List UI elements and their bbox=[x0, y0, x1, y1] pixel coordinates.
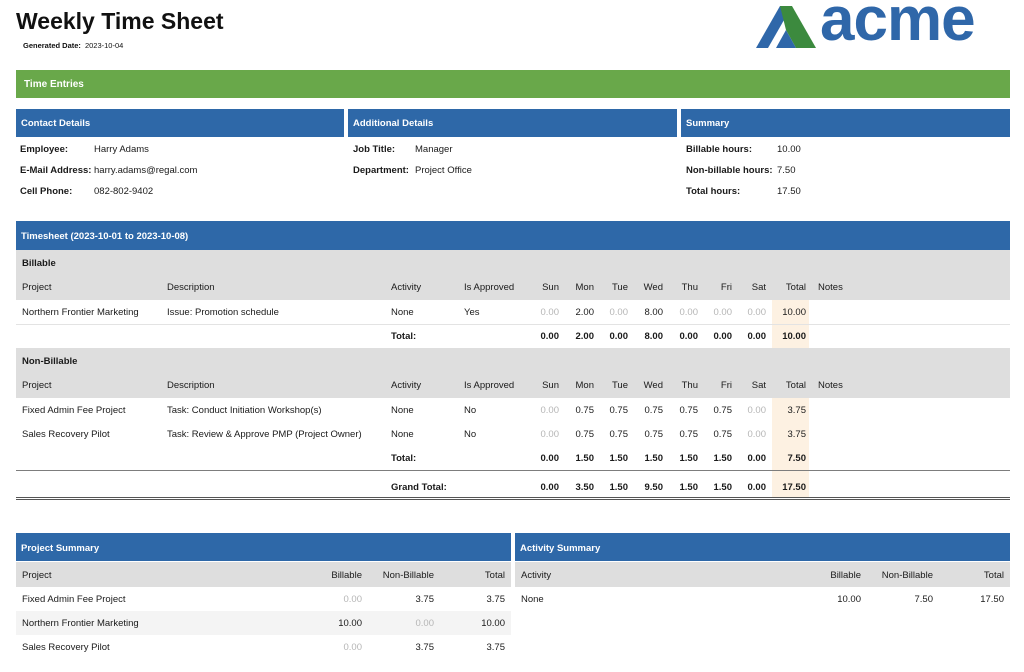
ps-header-project: Project bbox=[22, 570, 52, 581]
total-thu: 1.50 bbox=[679, 453, 698, 464]
cell-mon: 0.75 bbox=[575, 405, 594, 416]
as-header-total: Total bbox=[983, 570, 1004, 581]
page-title: Weekly Time Sheet bbox=[16, 8, 224, 34]
ps-cell-billable: 0.00 bbox=[343, 642, 362, 653]
cell-total: 3.75 bbox=[787, 405, 806, 416]
total-tue: 1.50 bbox=[609, 453, 628, 464]
total-mon: 2.00 bbox=[575, 331, 594, 342]
ps-cell-nonbillable: 3.75 bbox=[415, 594, 434, 605]
column-header-approved: Is Approved bbox=[464, 282, 515, 293]
cell-description: Task: Review & Approve PMP (Project Owner) bbox=[167, 429, 362, 440]
cell-approved: No bbox=[464, 429, 477, 440]
department-label: Department: bbox=[353, 165, 409, 176]
as-header-nonbillable: Non-Billable bbox=[881, 570, 933, 581]
column-header-mon: Mon bbox=[575, 282, 594, 293]
column-header-wed: Wed bbox=[643, 380, 663, 391]
cell-fri: 0.75 bbox=[713, 405, 732, 416]
ps-cell-project: Sales Recovery Pilot bbox=[22, 642, 110, 653]
total-wed: 1.50 bbox=[644, 453, 663, 464]
cell-thu: 0.75 bbox=[679, 405, 698, 416]
total-thu: 1.50 bbox=[679, 482, 698, 493]
column-header-notes: Notes bbox=[818, 282, 843, 293]
summary-header: Summary bbox=[681, 109, 1010, 137]
total-total: 17.50 bbox=[782, 482, 806, 493]
total-sat: 0.00 bbox=[747, 453, 766, 464]
total-sat: 0.00 bbox=[747, 482, 766, 493]
logo-wordmark: acme bbox=[820, 0, 975, 54]
total-mon: 1.50 bbox=[575, 453, 594, 464]
column-header-sat: Sat bbox=[751, 380, 766, 391]
column-header-notes: Notes bbox=[818, 380, 843, 391]
as-cell-activity: None bbox=[521, 594, 544, 605]
cell-wed: 0.75 bbox=[644, 405, 663, 416]
total-sat: 0.00 bbox=[747, 331, 766, 342]
column-header-thu: Thu bbox=[681, 380, 698, 391]
ps-cell-project: Northern Frontier Marketing bbox=[22, 618, 139, 629]
nonbillable-hours-label: Non-billable hours: bbox=[686, 165, 773, 176]
generated-date-value: 2023-10-04 bbox=[84, 41, 124, 50]
additional-details-header: Additional Details bbox=[348, 109, 677, 137]
cell-wed: 8.00 bbox=[644, 307, 663, 318]
as-header-billable: Billable bbox=[830, 570, 861, 581]
cell-total: 3.75 bbox=[787, 429, 806, 440]
total-wed: 9.50 bbox=[644, 482, 663, 493]
cell-approved: No bbox=[464, 405, 477, 416]
cell-description: Task: Conduct Initiation Workshop(s) bbox=[167, 405, 322, 416]
cell-sat: 0.00 bbox=[747, 307, 766, 318]
ps-cell-nonbillable: 0.00 bbox=[415, 618, 434, 629]
total-sun: 0.00 bbox=[540, 331, 559, 342]
cell-total: 10.00 bbox=[782, 307, 806, 318]
nonbillable-hours-value: 7.50 bbox=[777, 165, 796, 176]
activity-summary-header: Activity Summary bbox=[515, 533, 1010, 561]
cell-fri: 0.00 bbox=[713, 307, 732, 318]
total-tue: 1.50 bbox=[609, 482, 628, 493]
ps-cell-total: 10.00 bbox=[481, 618, 505, 629]
total-sun: 0.00 bbox=[540, 482, 559, 493]
cell-project: Sales Recovery Pilot bbox=[22, 429, 110, 440]
total-hours-value: 17.50 bbox=[777, 186, 801, 197]
department-value: Project Office bbox=[415, 165, 472, 176]
total-fri: 0.00 bbox=[713, 331, 732, 342]
ps-cell-total: 3.75 bbox=[486, 642, 505, 653]
project-summary-column-band bbox=[16, 562, 511, 587]
ps-cell-project: Fixed Admin Fee Project bbox=[22, 594, 126, 605]
column-header-sun: Sun bbox=[542, 380, 559, 391]
cell-sat: 0.00 bbox=[747, 405, 766, 416]
cell-mon: 0.75 bbox=[575, 429, 594, 440]
ps-header-billable: Billable bbox=[331, 570, 362, 581]
cell-project: Fixed Admin Fee Project bbox=[22, 405, 126, 416]
job-title-value: Manager bbox=[415, 144, 453, 155]
billable-hours-label: Billable hours: bbox=[686, 144, 752, 155]
acme-logo bbox=[756, 0, 1012, 54]
cell-fri: 0.75 bbox=[713, 429, 732, 440]
nonbillable-total-label: Total: bbox=[391, 453, 417, 464]
column-header-tue: Tue bbox=[611, 282, 628, 293]
column-header-activity: Activity bbox=[391, 282, 422, 293]
column-header-approved: Is Approved bbox=[464, 380, 515, 391]
cell-mon: 2.00 bbox=[575, 307, 594, 318]
column-header-project: Project bbox=[22, 282, 52, 293]
grand-total-top-line bbox=[16, 470, 1010, 471]
as-cell-nonbillable: 7.50 bbox=[914, 594, 933, 605]
cell-activity: None bbox=[391, 307, 414, 318]
nonbillable-section-label: Non-Billable bbox=[22, 356, 78, 367]
total-tue: 0.00 bbox=[609, 331, 628, 342]
timesheet-header: Timesheet (2023-10-01 to 2023-10-08) bbox=[16, 221, 1010, 250]
column-header-project: Project bbox=[22, 380, 52, 391]
as-cell-billable: 10.00 bbox=[837, 594, 861, 605]
cell-value: 082-802-9402 bbox=[94, 186, 154, 197]
billable-section-label: Billable bbox=[22, 258, 56, 269]
cell-project: Northern Frontier Marketing bbox=[22, 307, 139, 318]
generated-date-label: Generated Date: bbox=[23, 41, 81, 50]
email-label: E-Mail Address: bbox=[20, 165, 92, 176]
ps-cell-total: 3.75 bbox=[486, 594, 505, 605]
time-entries-bar: Time Entries bbox=[16, 70, 1010, 98]
billable-row-divider bbox=[16, 324, 1010, 325]
cell-sun: 0.00 bbox=[540, 307, 559, 318]
contact-details-header: Contact Details bbox=[16, 109, 344, 137]
ps-cell-billable: 10.00 bbox=[338, 618, 362, 629]
column-header-mon: Mon bbox=[575, 380, 594, 391]
column-header-activity: Activity bbox=[391, 380, 422, 391]
total-thu: 0.00 bbox=[679, 331, 698, 342]
cell-tue: 0.00 bbox=[609, 307, 628, 318]
column-header-sun: Sun bbox=[542, 282, 559, 293]
column-header-description: Description bbox=[167, 380, 215, 391]
job-title-label: Job Title: bbox=[353, 144, 396, 155]
employee-label: Employee: bbox=[20, 144, 69, 155]
column-header-tue: Tue bbox=[611, 380, 628, 391]
total-hours-label: Total hours: bbox=[686, 186, 741, 197]
column-header-thu: Thu bbox=[681, 282, 698, 293]
cell-activity: None bbox=[391, 429, 414, 440]
cell-description: Issue: Promotion schedule bbox=[167, 307, 279, 318]
total-fri: 1.50 bbox=[713, 453, 732, 464]
as-header-activity: Activity bbox=[521, 570, 552, 581]
billable-hours-value: 10.00 bbox=[777, 144, 801, 155]
column-header-fri: Fri bbox=[720, 380, 732, 391]
generated-date bbox=[23, 41, 123, 50]
email-value[interactable]: harry.adams@regal.com bbox=[94, 165, 198, 176]
cell-thu: 0.00 bbox=[679, 307, 698, 318]
grand-total-label: Grand Total: bbox=[391, 482, 447, 493]
total-wed: 8.00 bbox=[644, 331, 663, 342]
cell-sun: 0.00 bbox=[540, 429, 559, 440]
cell-tue: 0.75 bbox=[609, 429, 628, 440]
cell-tue: 0.75 bbox=[609, 405, 628, 416]
total-sun: 0.00 bbox=[540, 453, 559, 464]
column-header-wed: Wed bbox=[643, 282, 663, 293]
cell-activity: None bbox=[391, 405, 414, 416]
ps-cell-billable: 0.00 bbox=[343, 594, 362, 605]
ps-header-nonbillable: Non-Billable bbox=[382, 570, 434, 581]
grand-total-bottom-line bbox=[16, 497, 1010, 500]
billable-total-label: Total: bbox=[391, 331, 417, 342]
logo-mark-icon bbox=[756, 4, 818, 48]
cell-thu: 0.75 bbox=[679, 429, 698, 440]
employee-value: Harry Adams bbox=[94, 144, 149, 155]
total-mon: 3.50 bbox=[575, 482, 594, 493]
column-header-description: Description bbox=[167, 282, 215, 293]
total-total: 7.50 bbox=[787, 453, 806, 464]
total-fri: 1.50 bbox=[713, 482, 732, 493]
cell-approved: Yes bbox=[464, 307, 480, 318]
cell-wed: 0.75 bbox=[644, 429, 663, 440]
ps-header-total: Total bbox=[484, 570, 505, 581]
cell-sun: 0.00 bbox=[540, 405, 559, 416]
project-summary-header: Project Summary bbox=[16, 533, 511, 561]
cell-label: Cell Phone: bbox=[20, 186, 73, 197]
column-header-total: Total bbox=[785, 282, 806, 293]
ps-cell-nonbillable: 3.75 bbox=[415, 642, 434, 653]
cell-sat: 0.00 bbox=[747, 429, 766, 440]
activity-summary-column-band bbox=[515, 562, 1010, 587]
column-header-sat: Sat bbox=[751, 282, 766, 293]
column-header-fri: Fri bbox=[720, 282, 732, 293]
column-header-total: Total bbox=[785, 380, 806, 391]
total-total: 10.00 bbox=[782, 331, 806, 342]
as-cell-total: 17.50 bbox=[980, 594, 1004, 605]
